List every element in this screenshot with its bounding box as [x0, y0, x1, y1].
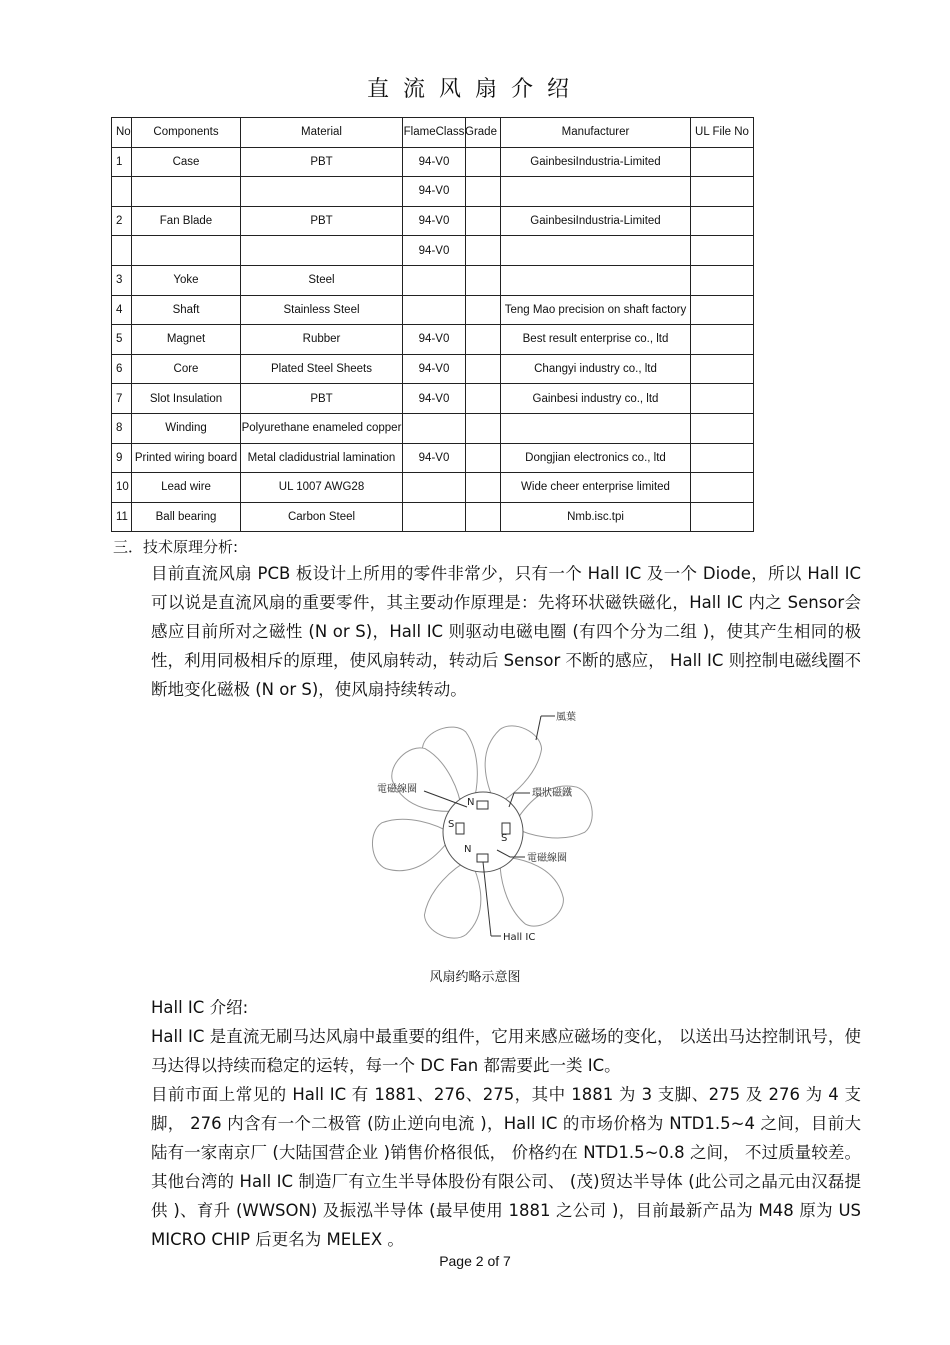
cell-grade: [466, 147, 501, 177]
cell-ul-file-no: [691, 354, 754, 384]
cell-component: [132, 325, 241, 355]
cell-flameclass: [403, 295, 466, 325]
cell-no: [112, 177, 132, 207]
table-row: [112, 177, 754, 207]
cell-material-text: PBT: [310, 392, 333, 405]
cell-no: [112, 354, 132, 384]
cell-component: [132, 206, 241, 236]
cell-manufacturer: [501, 265, 691, 295]
blade-label: 風葉: [556, 712, 576, 723]
cell-component: [132, 295, 241, 325]
cell-flameclass: [403, 502, 466, 532]
cell-no: [112, 295, 132, 325]
cell-no: [112, 384, 132, 414]
cell-component-text: Printed wiring board: [134, 451, 238, 464]
cell-manufacturer-text: Dongjian electronics co., ltd: [525, 451, 666, 464]
cell-manufacturer: [501, 147, 691, 177]
cell-ul-file-no: [691, 265, 754, 295]
cell-no-text: 9: [116, 451, 123, 464]
cell-flameclass-text: 94-V0: [418, 363, 450, 376]
cell-material-text: Plated Steel Sheets: [270, 363, 372, 376]
cell-ul-file-no: [691, 413, 754, 443]
cell-flameclass-text: 94-V0: [418, 451, 450, 464]
ring-magnet-label: 環狀磁鐵: [532, 788, 572, 799]
cell-flameclass: [403, 413, 466, 443]
fan-diagram: [205, 707, 805, 957]
cell-material: [241, 295, 403, 325]
cell-material-text: UL 1007 AWG28: [278, 481, 365, 494]
cell-material-text: PBT: [310, 215, 333, 228]
cell-manufacturer-text: Changyi industry co., ltd: [534, 363, 657, 376]
cell-grade: [466, 206, 501, 236]
cell-grade: [466, 325, 501, 355]
cell-manufacturer: [501, 413, 691, 443]
table-row: [112, 236, 754, 266]
table-row: [112, 206, 754, 236]
cell-no-text: 2: [116, 215, 123, 228]
cell-flameclass-text: 94-V0: [418, 215, 450, 228]
cell-component-text: Ball bearing: [155, 511, 217, 524]
table-row: [112, 502, 754, 532]
cell-material-text: Metal cladidustrial lamination: [247, 451, 396, 464]
cell-no-text: 8: [116, 422, 123, 435]
cell-manufacturer: [501, 384, 691, 414]
cell-manufacturer-text: GainbesiIndustria-Limited: [530, 215, 661, 228]
header-material: Material: [241, 118, 403, 148]
pole-s-left: S: [448, 819, 455, 830]
table-row: [112, 473, 754, 503]
cell-component-text: Shaft: [172, 303, 200, 316]
cell-no-text: 7: [116, 392, 123, 405]
cell-no-text: 11: [116, 511, 128, 524]
cell-flameclass-text: 94-V0: [418, 392, 450, 405]
cell-grade: [466, 354, 501, 384]
cell-no: [112, 473, 132, 503]
coil-left: [456, 823, 464, 834]
cell-grade: [466, 443, 501, 473]
cell-component: [132, 473, 241, 503]
table-row: [112, 265, 754, 295]
table-row: [112, 295, 754, 325]
table-row: [112, 147, 754, 177]
hall-ic-paragraph-2: 目前市面上常见的 Hall IC 有 1881、276、275，其中 1881 为 3 支脚、275 及 276 为 4 支脚， 276 内含有一个二极管 (防止逆向电流 )，Hall IC 的市场价格为 NTD1.5~4 之间，目前大陆有一家南京厂 (大陆国营企业 )销售价格很低， 价格约在 NTD1.5~0.8 之间， 不过质量较差。其他台湾的 Hall IC 制造厂有立生半导体股份有限公司、 (茂)贸达半导体 (此公司之晶元由汉磊提供 )、育升 (WWSON) 及振泓半导体 (最早使用 1881 之公司 )，目前最新产品为 M48 原为 US MICRO CHIP 后更名为 MELEX 。: [151, 1085, 861, 1249]
cell-no-text: 1: [116, 155, 123, 168]
header-flameclass-label: FlameClass: [403, 126, 465, 139]
cell-material: [241, 236, 403, 266]
header-grade-label: Grade: [465, 126, 497, 139]
cell-material: [241, 147, 403, 177]
cell-material: [241, 413, 403, 443]
cell-no: [112, 413, 132, 443]
cell-component: [132, 236, 241, 266]
cell-no-text: 10: [116, 481, 129, 494]
cell-grade: [466, 473, 501, 503]
cell-manufacturer: [501, 443, 691, 473]
cell-material-text: Steel: [308, 274, 335, 287]
cell-component-text: Fan Blade: [159, 215, 213, 228]
header-grade: [466, 118, 501, 148]
cell-ul-file-no: [691, 384, 754, 414]
cell-manufacturer-text: Gainbesi industry co., ltd: [532, 392, 659, 405]
cell-material: [241, 502, 403, 532]
cell-no: [112, 236, 132, 266]
cell-component: [132, 384, 241, 414]
cell-manufacturer-text: Wide cheer enterprise limited: [521, 481, 670, 494]
cell-flameclass: [403, 325, 466, 355]
cell-component-text: Magnet: [166, 333, 206, 346]
cell-ul-file-no: [691, 206, 754, 236]
cell-manufacturer: [501, 325, 691, 355]
header-no: No: [112, 118, 132, 148]
cell-component-text: Slot Insulation: [149, 392, 223, 405]
coil-top-label: 電磁線圈: [377, 784, 417, 795]
cell-manufacturer: [501, 236, 691, 266]
cell-manufacturer-text: Teng Mao precision on shaft factory: [504, 303, 687, 316]
cell-material: [241, 384, 403, 414]
cell-no: [112, 325, 132, 355]
cell-component: [132, 354, 241, 384]
cell-no-text: 5: [116, 333, 123, 346]
cell-ul-file-no: [691, 177, 754, 207]
cell-component: [132, 443, 241, 473]
cell-component-text: Core: [173, 363, 199, 376]
cell-material: [241, 325, 403, 355]
components-table: [111, 117, 754, 532]
table-row: [112, 384, 754, 414]
cell-material: [241, 177, 403, 207]
cell-no-text: 4: [116, 303, 123, 316]
cell-component-text: Winding: [165, 422, 207, 435]
pole-n-top: N: [467, 797, 475, 808]
cell-material-text: Carbon Steel: [287, 511, 356, 524]
cell-grade: [466, 384, 501, 414]
cell-ul-file-no: [691, 443, 754, 473]
cell-manufacturer-text: Nmb.isc.tpi: [567, 511, 624, 524]
cell-flameclass-text: 94-V0: [418, 185, 450, 198]
cell-grade: [466, 236, 501, 266]
cell-no: [112, 147, 132, 177]
cell-component: [132, 265, 241, 295]
cell-flameclass-text: 94-V0: [418, 333, 450, 346]
cell-component-text: Lead wire: [161, 481, 211, 494]
pole-s-right: S: [501, 833, 508, 844]
hall-ic-label: Hall IC: [503, 932, 536, 943]
cell-component: [132, 147, 241, 177]
cell-ul-file-no: [691, 473, 754, 503]
cell-flameclass-text: 94-V0: [418, 155, 450, 168]
hall-ic-paragraph-1: Hall IC 是直流无刷马达风扇中最重要的组件，它用来感应磁场的变化， 以送出马达控制讯号，使马达得以持续而稳定的运转，每一个 DC Fan 都需要此一类 IC。: [151, 1027, 861, 1075]
cell-flameclass: [403, 236, 466, 266]
cell-manufacturer: [501, 502, 691, 532]
cell-component-text: Yoke: [173, 274, 199, 287]
cell-no: [112, 502, 132, 532]
cell-grade: [466, 295, 501, 325]
cell-manufacturer: [501, 295, 691, 325]
cell-ul-file-no: [691, 325, 754, 355]
cell-component: [132, 502, 241, 532]
table-row: [112, 413, 754, 443]
header-manufacturer: Manufacturer: [501, 118, 691, 148]
cell-material: [241, 354, 403, 384]
cell-flameclass: [403, 206, 466, 236]
cell-no: [112, 206, 132, 236]
cell-flameclass: [403, 147, 466, 177]
cell-material-text: PBT: [310, 155, 333, 168]
cell-material-text: Polyurethane enameled copper: [241, 422, 402, 435]
cell-manufacturer: [501, 473, 691, 503]
cell-manufacturer-text: Best result enterprise co., ltd: [522, 333, 669, 346]
cell-component: [132, 413, 241, 443]
fan-blade: [370, 815, 455, 873]
cell-manufacturer: [501, 206, 691, 236]
coil-bottom: [477, 854, 488, 862]
cell-grade: [466, 502, 501, 532]
cell-flameclass-text: 94-V0: [418, 244, 450, 257]
pole-n-bottom: N: [464, 844, 472, 855]
cell-grade: [466, 177, 501, 207]
cell-ul-file-no: [691, 295, 754, 325]
table-row: [112, 325, 754, 355]
cell-material-text: Rubber: [302, 333, 341, 346]
header-components: Components: [132, 118, 241, 148]
table-row: [112, 354, 754, 384]
cell-material-text: Stainless Steel: [283, 303, 360, 316]
header-flameclass: [403, 118, 466, 148]
cell-material: [241, 206, 403, 236]
cell-flameclass: [403, 265, 466, 295]
cell-no: [112, 443, 132, 473]
cell-material: [241, 265, 403, 295]
coil-bottom-label: 電磁線圈: [527, 853, 567, 864]
cell-flameclass: [403, 384, 466, 414]
cell-manufacturer: [501, 354, 691, 384]
cell-flameclass: [403, 443, 466, 473]
page-footer: Page 2 of 7: [439, 1253, 511, 1269]
cell-no: [112, 265, 132, 295]
principle-paragraph: 目前直流风扇 PCB 板设计上所用的零件非常少，只有一个 Hall IC 及一个 Diode，所以 Hall IC 可以说是直流风扇的重要零件，其主要动作原理是：先将环状磁铁磁化，Hall IC 内之 Sensor会感应目前所对之磁性 (N or S)，Hall IC 则驱动电磁电圈 (有四个分为二组 )，使其产生相同的极性，利用同极相斥的原理，使风扇转动，转动后 Sensor 不断的感应， Hall IC 则控制电磁线圈不断地变化磁极 (N or S)，使风扇持续转动。: [151, 564, 861, 699]
cell-flameclass: [403, 177, 466, 207]
header-ul-file-no: UL File No: [691, 118, 754, 148]
table-header-row: [112, 118, 754, 148]
cell-manufacturer-text: GainbesiIndustria-Limited: [530, 155, 661, 168]
cell-material: [241, 473, 403, 503]
cell-flameclass: [403, 354, 466, 384]
cell-material: [241, 443, 403, 473]
cell-flameclass: [403, 473, 466, 503]
cell-component-text: Case: [172, 155, 200, 168]
cell-ul-file-no: [691, 502, 754, 532]
hall-ic-heading: Hall IC 介绍:: [151, 998, 249, 1017]
cell-no-text: 3: [116, 274, 123, 287]
section-heading: 三．技术原理分析:: [113, 538, 239, 556]
page-title: 直流风扇介绍: [366, 77, 583, 102]
cell-ul-file-no: [691, 236, 754, 266]
table-row: [112, 443, 754, 473]
cell-grade: [466, 413, 501, 443]
cell-manufacturer: [501, 177, 691, 207]
cell-no-text: 6: [116, 363, 123, 376]
figure-caption: 风扇约略示意图: [429, 970, 521, 985]
cell-ul-file-no: [691, 147, 754, 177]
cell-grade: [466, 265, 501, 295]
coil-top: [477, 801, 488, 809]
cell-component: [132, 177, 241, 207]
